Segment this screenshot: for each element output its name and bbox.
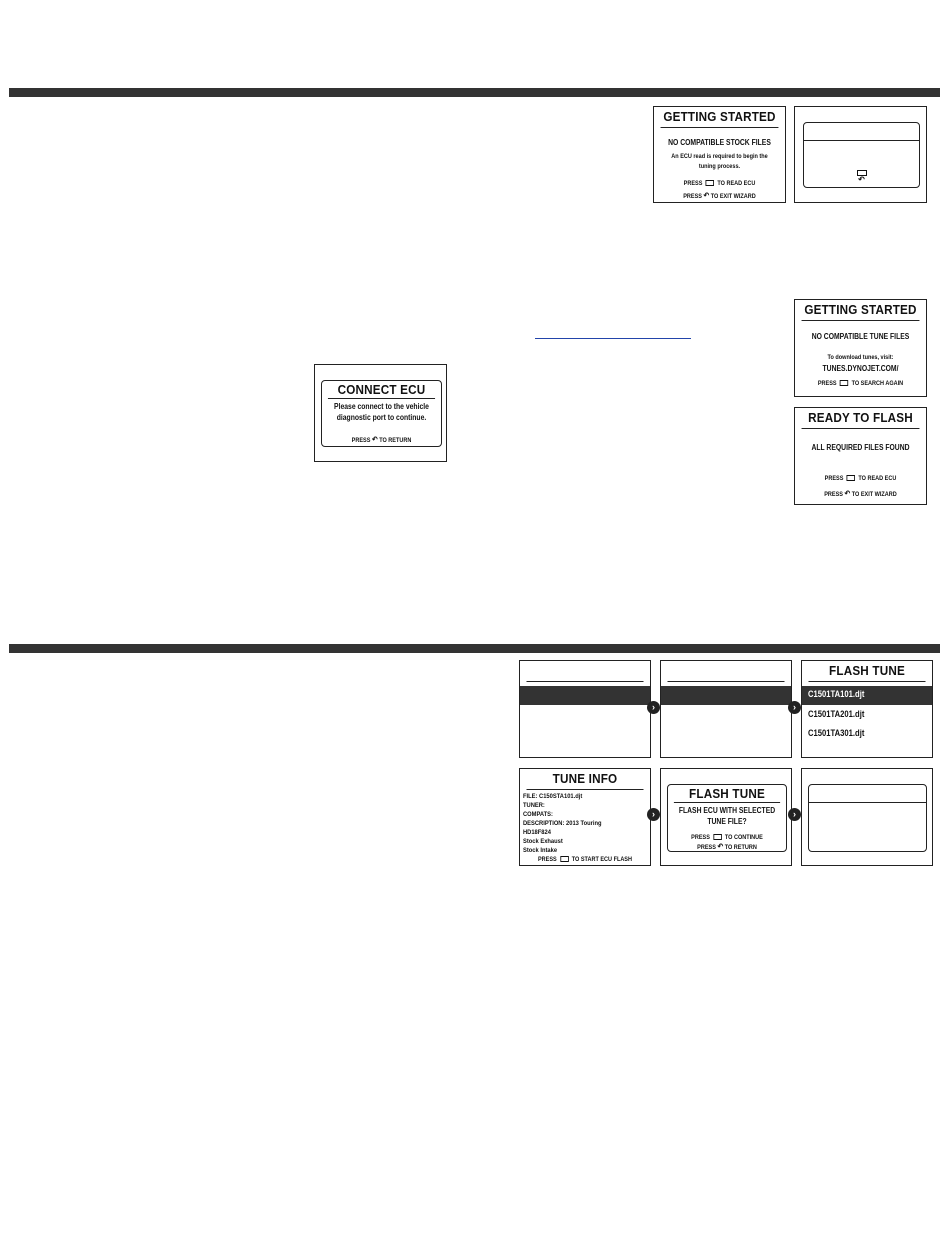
enter-key-icon xyxy=(847,475,856,481)
exit-action: TO EXIT WIZARD xyxy=(851,491,897,498)
return-hint xyxy=(331,435,432,444)
read-ecu-hint xyxy=(805,475,916,482)
screen-text: FLASH ECU WITH SELECTED xyxy=(678,806,776,815)
screen-flash-tune-list xyxy=(801,660,933,758)
screen-blank-dialog-top xyxy=(794,106,927,203)
exit-wizard-hint xyxy=(805,489,916,498)
enter-key-icon xyxy=(840,380,849,386)
dialog-box xyxy=(321,380,442,447)
screen-title: CONNECT ECU xyxy=(328,381,435,399)
press-label: PRESS xyxy=(537,856,557,863)
screen-text: tuning process. xyxy=(698,163,741,170)
screen-menu-1 xyxy=(519,660,651,758)
press-label: PRESS xyxy=(683,193,702,200)
back-arrow-icon: ↶ xyxy=(371,435,378,444)
info-intake: Stock Intake xyxy=(523,847,558,854)
press-label: PRESS xyxy=(697,844,716,851)
info-tuner: TUNER: xyxy=(523,802,545,809)
start-flash-hint xyxy=(530,856,641,863)
exit-wizard-hint xyxy=(664,191,775,200)
screen-heading: NO COMPATIBLE STOCK FILES xyxy=(668,138,771,147)
press-label: PRESS xyxy=(824,491,843,498)
screen-ready-to-flash xyxy=(794,407,927,505)
next-arrow-icon: › xyxy=(647,808,660,821)
screen-title-empty xyxy=(668,661,785,682)
dialog-box xyxy=(667,784,787,852)
screen-heading: ALL REQUIRED FILES FOUND xyxy=(811,443,910,452)
screen-getting-started-tune xyxy=(794,299,927,397)
press-label: PRESS xyxy=(824,475,844,482)
tune-file-item[interactable]: C1501TA201.djt xyxy=(808,709,865,719)
screen-flash-tune-confirm xyxy=(660,768,792,866)
next-arrow-icon: › xyxy=(788,701,801,714)
screen-title: TUNE INFO xyxy=(527,769,644,790)
back-arrow-icon: ↶ xyxy=(703,191,710,200)
screen-title: READY TO FLASH xyxy=(802,408,920,429)
screen-menu-2 xyxy=(660,660,792,758)
dialog-icons xyxy=(804,170,919,184)
info-compats: COMPATS: xyxy=(523,811,553,818)
press-label: PRESS xyxy=(351,437,371,444)
back-arrow-icon: ↶ xyxy=(844,489,851,498)
return-action: TO RETURN xyxy=(724,844,757,851)
start-action: TO START ECU FLASH xyxy=(571,856,632,863)
search-action: TO SEARCH AGAIN xyxy=(851,380,904,387)
exit-action: TO EXIT WIZARD xyxy=(710,193,756,200)
screen-title: FLASH TUNE xyxy=(674,785,780,803)
dialog-header-line xyxy=(804,140,919,141)
back-arrow-icon: ↶ xyxy=(858,174,865,184)
tune-url: TUNES.DYNOJET.COM/ xyxy=(822,364,899,373)
section-divider-top xyxy=(9,88,940,97)
screen-blank-dialog-bottom xyxy=(801,768,933,866)
continue-action: TO CONTINUE xyxy=(724,834,763,841)
info-model: HD18F824 xyxy=(523,829,551,836)
return-hint xyxy=(677,842,777,851)
section-divider-bottom xyxy=(9,644,940,653)
next-arrow-icon: › xyxy=(788,808,801,821)
return-action: TO RETURN xyxy=(379,437,412,444)
read-action: TO READ ECU xyxy=(858,475,897,482)
enter-key-icon xyxy=(713,834,722,840)
info-description: DESCRIPTION: 2013 Touring xyxy=(523,820,602,827)
next-arrow-icon: › xyxy=(647,701,660,714)
press-label: PRESS xyxy=(683,180,703,187)
screen-getting-started-stock xyxy=(653,106,786,203)
dialog-header-line xyxy=(809,802,926,803)
tune-file-item[interactable]: C1501TA301.djt xyxy=(808,728,865,738)
read-action: TO READ ECU xyxy=(717,180,756,187)
enter-key-icon xyxy=(560,856,569,862)
screen-text: Please connect to the vehicle xyxy=(334,402,429,411)
screen-title: GETTING STARTED xyxy=(661,107,779,128)
screen-heading: NO COMPATIBLE TUNE FILES xyxy=(811,332,910,341)
back-arrow-icon: ↶ xyxy=(717,842,724,851)
screen-title: GETTING STARTED xyxy=(802,300,920,321)
screen-text: TUNE FILE? xyxy=(707,817,747,826)
enter-key-icon xyxy=(706,180,715,186)
info-file: FILE: C150STA101.djt xyxy=(523,793,583,800)
selection-highlight[interactable] xyxy=(520,686,650,705)
screen-connect-ecu xyxy=(314,364,447,462)
screen-text: An ECU read is required to begin the xyxy=(671,153,768,160)
screen-tune-info xyxy=(519,768,651,866)
info-exhaust: Stock Exhaust xyxy=(523,838,563,845)
search-again-hint xyxy=(805,380,916,387)
read-ecu-hint xyxy=(664,180,775,187)
selection-highlight[interactable] xyxy=(661,686,791,705)
screen-text: diagnostic port to continue. xyxy=(336,413,427,422)
screen-title: FLASH TUNE xyxy=(809,661,926,682)
dialog-box xyxy=(808,784,927,852)
dialog-box xyxy=(803,122,920,188)
screen-title-empty xyxy=(527,661,644,682)
screen-text: To download tunes, visit: xyxy=(827,354,894,361)
link-underline[interactable] xyxy=(535,338,691,339)
continue-hint xyxy=(677,834,777,841)
tune-file-item[interactable]: C1501TA101.djt xyxy=(808,689,865,699)
press-label: PRESS xyxy=(817,380,837,387)
press-label: PRESS xyxy=(691,834,710,841)
